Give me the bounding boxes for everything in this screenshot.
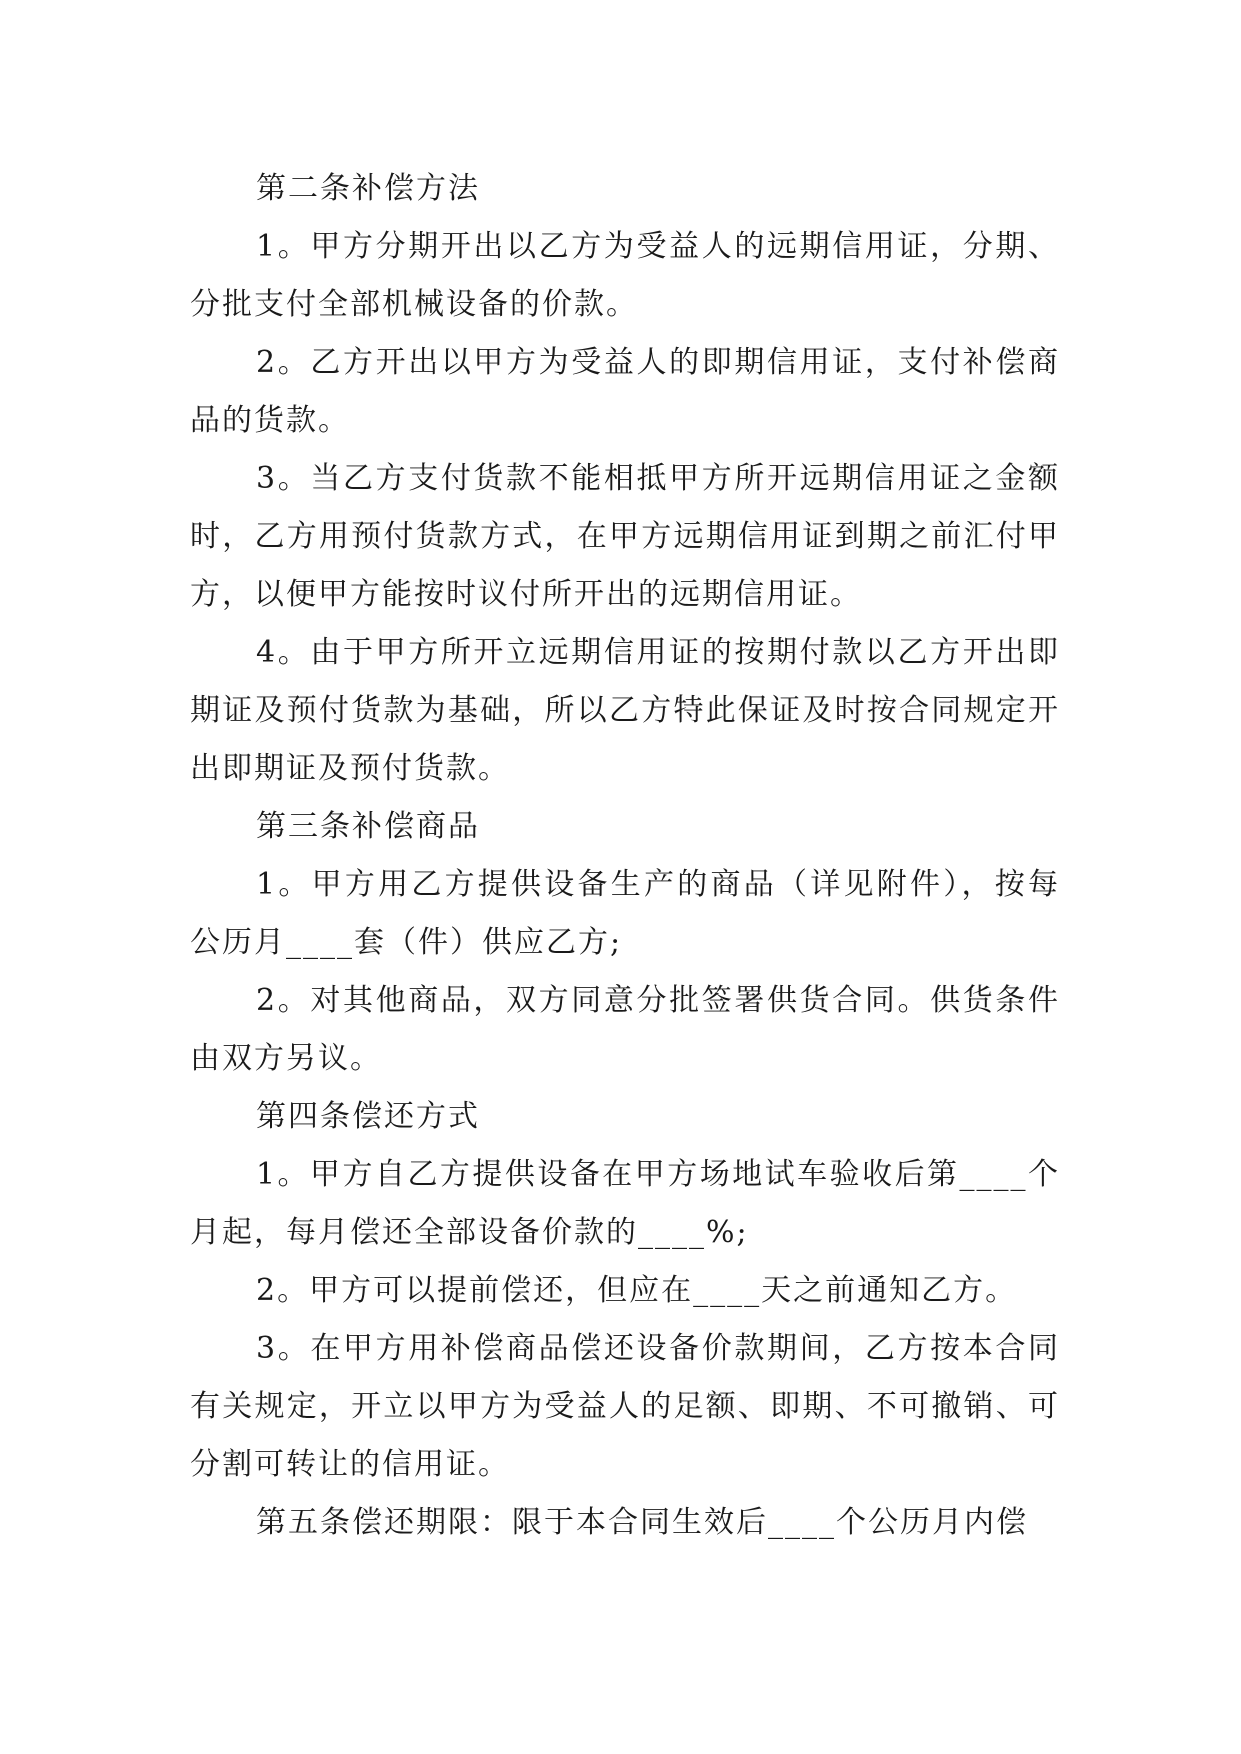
article-2-item-1: 1。甲方分期开出以乙方为受益人的远期信用证，分期、分批支付全部机械设备的价款。 xyxy=(190,229,1060,322)
article-4-item-2: 2。甲方可以提前偿还，但应在____天之前通知乙方。 xyxy=(256,1273,1018,1308)
article-4-item-1: 1。甲方自乙方提供设备在甲方场地试车验收后第____个月起，每月偿还全部设备价款的____%; xyxy=(190,1157,1060,1250)
article-2-item-3: 3。当乙方支付货款不能相抵甲方所开远期信用证之金额时，乙方用预付货款方式，在甲方远期信用证到期之前汇付甲方，以便甲方能按时议付所开出的远期信用证。 xyxy=(190,461,1060,612)
article-4-item-3: 3。在甲方用补偿商品偿还设备价款期间，乙方按本合同有关规定，开立以甲方为受益人的足额、即期、不可撤销、可分割可转让的信用证。 xyxy=(190,1331,1060,1482)
article-5-heading: 第五条偿还期限：限于本合同生效后____个公历月内偿 xyxy=(256,1505,1028,1540)
article-4-heading: 第四条偿还方式 xyxy=(256,1099,480,1134)
article-2-item-4: 4。由于甲方所开立远期信用证的按期付款以乙方开出即期证及预付货款为基础，所以乙方特此保证及时按合同规定开出即期证及预付货款。 xyxy=(190,635,1060,786)
article-2-heading: 第二条补偿方法 xyxy=(256,171,480,206)
article-2-item-2: 2。乙方开出以甲方为受益人的即期信用证，支付补偿商品的货款。 xyxy=(190,345,1060,438)
document-body xyxy=(190,160,1060,1552)
article-3-item-1: 1。甲方用乙方提供设备生产的商品（详见附件），按每公历月____套（件）供应乙方; xyxy=(190,867,1060,960)
article-3-heading: 第三条补偿商品 xyxy=(256,809,480,844)
article-3-item-2: 2。对其他商品，双方同意分批签署供货合同。供货条件由双方另议。 xyxy=(190,983,1060,1076)
